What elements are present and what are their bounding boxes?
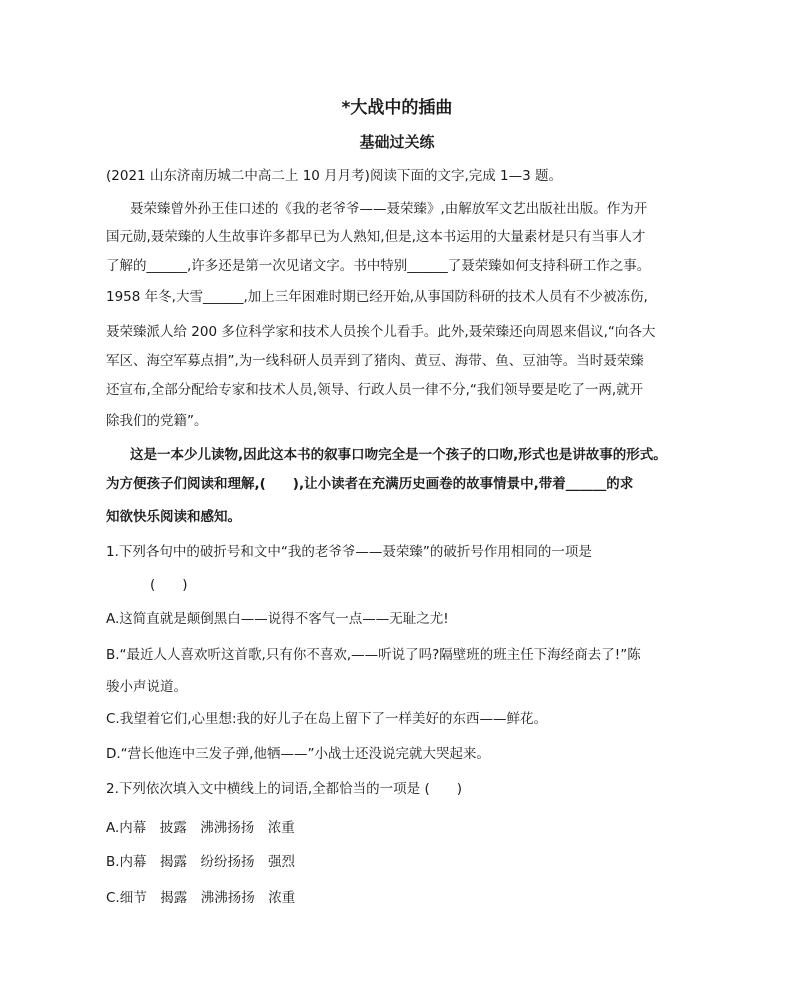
- passage-line: 这是一本少儿读物,因此这本书的叙事口吻完全是一个孩子的口吻,形式也是讲故事的形式。: [130, 447, 667, 463]
- passage-line: 军区、海空军募点捐”,为一线科研人员弄到了猪肉、黄豆、海带、鱼、豆油等。当时聂荣臻: [106, 353, 644, 369]
- answer-paren: ( ): [150, 577, 188, 593]
- question-2-stem: 2.下列依次填入文中横线上的词语,全都恰当的一项是 ( ): [106, 781, 462, 797]
- option-b: B.内幕 揭露 纷纷扬扬 强烈: [106, 854, 296, 870]
- option-b-continued: 骏小声说道。: [106, 679, 187, 695]
- passage-line: 国元勋,聂荣臻的人生故事许多都早已为人熟知,但是,这本书运用的大量素材是只有当事人才: [106, 229, 646, 245]
- option-c: C.细节 揭露 沸沸扬扬 浓重: [106, 890, 296, 906]
- passage-line: 知欲快乐阅读和感知。: [106, 509, 241, 525]
- page-title: *大战中的插曲: [341, 98, 453, 118]
- passage-line: 聂荣臻派人给 200 多位科学家和技术人员挨个儿看手。此外,聂荣臻还向周恩来倡议,“向各大: [106, 324, 656, 340]
- option-b: B.“最近人人喜欢听这首歌,只有你不喜欢,——听说了吗?隔壁班的班主任下海经商去了!”陈: [106, 647, 641, 663]
- option-a: A.这简直就是颠倒黑白——说得不客气一点——无耻之尤!: [106, 611, 449, 627]
- passage-line: 除我们的党籍”。: [106, 413, 208, 429]
- passage-line: 还宣布,全部分配给专家和技术人员,领导、行政人员一律不分,“我们领导要是吃了一两,就开: [106, 382, 644, 398]
- passage-line: 聂荣臻曾外孙王佳口述的《我的老爷爷——聂荣臻》,由解放军文艺出版社出版。作为开: [130, 201, 648, 217]
- source-note: (2021 山东济南历城二中高二上 10 月月考)阅读下面的文字,完成 1—3 题。: [106, 168, 562, 184]
- passage-line: 了解的______,许多还是第一次见诸文字。书中特别______了聂荣臻如何支持科研工作之事。: [106, 258, 651, 274]
- option-c: C.我望着它们,心里想:我的好儿子在岛上留下了一样美好的东西——鲜花。: [106, 711, 548, 727]
- passage-line: 为方便孩子们阅读和理解,( ),让小读者在充满历史画卷的故事情景中,带着______的求: [106, 476, 634, 492]
- section-subtitle: 基础过关练: [359, 133, 435, 151]
- option-d: D.“营长他连中三发子弹,他牺——”小战士还没说完就大哭起来。: [106, 746, 490, 762]
- option-a: A.内幕 披露 沸沸扬扬 浓重: [106, 820, 295, 836]
- passage-line: 1958 年冬,大雪______,加上三年困难时期已经开始,从事国防科研的技术人员有不少被冻伤,: [106, 289, 648, 305]
- question-1-stem: 1.下列各句中的破折号和文中“我的老爷爷——聂荣臻”的破折号作用相同的一项是: [106, 544, 592, 560]
